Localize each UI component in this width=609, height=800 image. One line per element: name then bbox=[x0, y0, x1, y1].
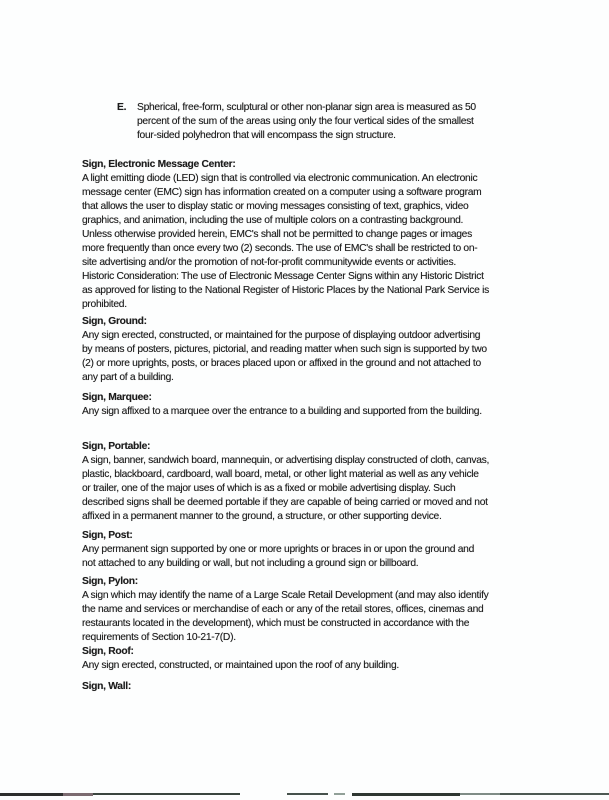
definition-section bbox=[82, 645, 552, 673]
definition-section bbox=[82, 391, 552, 419]
section-heading: Sign, Roof: bbox=[82, 646, 134, 657]
scan-line-segment bbox=[334, 793, 345, 795]
body-line: message center (EMC) sign has information created on a computer using a software program bbox=[82, 187, 482, 198]
body-line: more frequently than once every two (2) seconds. The use of EMC's shall be restricted to on- bbox=[82, 243, 478, 254]
scan-line-segment bbox=[0, 793, 63, 796]
body-line: or trailer, one of the major uses of which is as a fixed or mobile advertising display. Such bbox=[82, 483, 456, 494]
body-line: A light emitting diode (LED) sign that is controlled via electronic communication. An electronic bbox=[82, 173, 478, 184]
scan-line-segment bbox=[500, 793, 609, 795]
section-heading: Sign, Electronic Message Center: bbox=[82, 159, 236, 170]
scan-line-segment bbox=[460, 793, 500, 795]
body-line: site advertising and/or the promotion of not-for-profit communitywide events or activities. bbox=[82, 257, 456, 268]
body-line: (2) or more uprights, posts, or braces placed upon or affixed in the ground and not attached to bbox=[82, 358, 481, 369]
body-line: A sign which may identify the name of a Large Scale Retail Development (and may also identify bbox=[82, 590, 489, 601]
body-line: that allows the user to display static or moving messages consisting of text, graphics, video bbox=[82, 201, 469, 212]
body-line: not attached to any building or wall, but not including a ground sign or billboard. bbox=[82, 558, 419, 569]
body-line: Unless otherwise provided herein, EMC's shall not be permitted to change pages or images bbox=[82, 229, 472, 240]
body-line: affixed in a permanent manner to the ground, a structure, or other supporting device. bbox=[82, 511, 442, 522]
body-line: percent of the sum of the areas using only the four vertical sides of the smallest bbox=[137, 116, 474, 127]
body-line: restaurants located in the development), which must be constructed in accordance with the bbox=[82, 618, 470, 629]
body-line: Any sign erected, constructed, or maintained for the purpose of displaying outdoor advertising bbox=[82, 330, 481, 341]
body-line: graphics, and animation, including the use of multiple colors on a contrasting background. bbox=[82, 215, 464, 226]
scan-line-segment bbox=[287, 793, 328, 795]
definition-section bbox=[82, 680, 552, 694]
list-marker: E. bbox=[117, 102, 127, 113]
body-line: plastic, blackboard, cardboard, wall board, metal, or other light material as well as any vehicle bbox=[82, 469, 479, 480]
body-line: requirements of Section 10-21-7(D). bbox=[82, 632, 236, 643]
section-heading: Sign, Pylon: bbox=[82, 576, 138, 587]
definition-section bbox=[82, 158, 552, 312]
document-body bbox=[82, 101, 552, 694]
scan-line-segment bbox=[63, 793, 93, 796]
section-heading: Sign, Wall: bbox=[82, 681, 131, 692]
definition-section bbox=[82, 440, 552, 524]
section-heading: Sign, Marquee: bbox=[82, 392, 152, 403]
body-line: Any sign erected, constructed, or maintained upon the roof of any building. bbox=[82, 660, 399, 671]
scan-line-segment bbox=[93, 793, 240, 795]
body-line: Any sign affixed to a marquee over the entrance to a building and supported from the building. bbox=[82, 406, 482, 417]
section-heading: Sign, Portable: bbox=[82, 441, 151, 452]
scan-line-segment bbox=[352, 793, 460, 796]
section-heading: Sign, Post: bbox=[82, 530, 133, 541]
body-line: prohibited. bbox=[82, 299, 127, 310]
body-line: as approved for listing to the National Register of Historic Places by the National Park Service is bbox=[82, 285, 489, 296]
body-line: any part of a building. bbox=[82, 372, 174, 383]
body-line: Historic Consideration: The use of Electronic Message Center Signs within any Historic District bbox=[82, 271, 484, 282]
list-item-section bbox=[82, 101, 552, 143]
section-heading: Sign, Ground: bbox=[82, 316, 147, 327]
list-item bbox=[82, 101, 552, 143]
body-line: the name and services or merchandise of each or any of the retail stores, offices, cinemas and bbox=[82, 604, 484, 615]
body-line: A sign, banner, sandwich board, mannequin, or advertising display constructed of cloth, canvas, bbox=[82, 455, 490, 466]
definition-section bbox=[82, 315, 552, 385]
body-line: described signs shall be deemed portable if they are capable of being carried or moved and not bbox=[82, 497, 488, 508]
body-line: Spherical, free-form, sculptural or other non-planar sign area is measured as 50 bbox=[137, 102, 476, 113]
definition-section bbox=[82, 575, 552, 645]
scan-edge-artifact bbox=[0, 793, 609, 797]
body-line: Any permanent sign supported by one or more uprights or braces in or upon the ground and bbox=[82, 544, 475, 555]
body-line: by means of posters, pictures, pictorial, and reading matter when such sign is supported by two bbox=[82, 344, 487, 355]
body-line: four-sided polyhedron that will encompass the sign structure. bbox=[137, 130, 396, 141]
definition-section bbox=[82, 529, 552, 571]
